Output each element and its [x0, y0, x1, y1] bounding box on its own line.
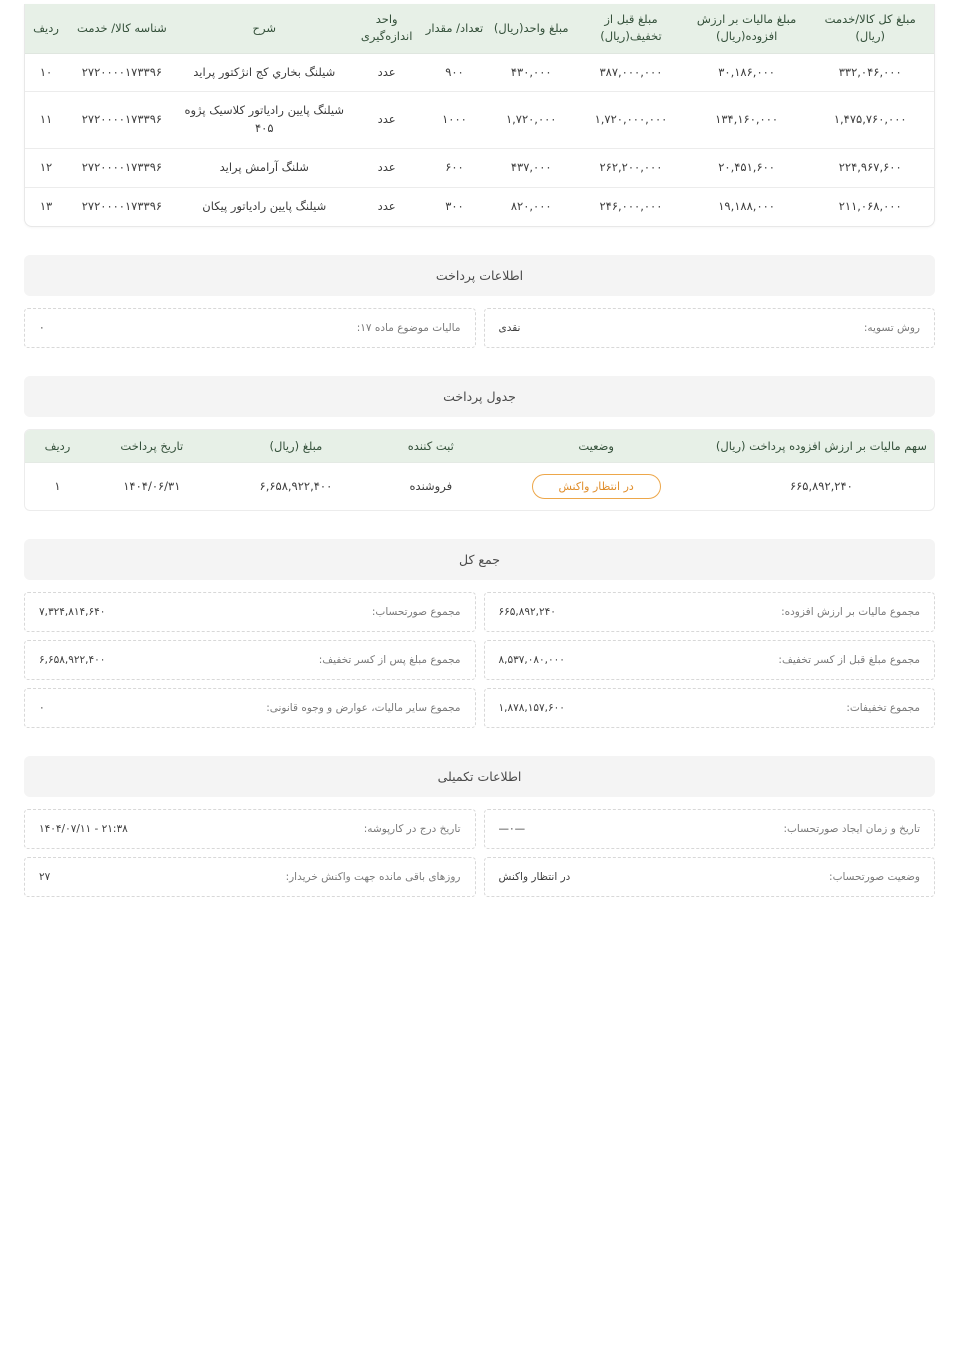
items-col-unit: واحد اندازه‌گیری [352, 4, 422, 53]
cell-goods-id: ۲۷۲۰۰۰۰۱۷۳۳۹۶ [67, 148, 177, 187]
cell-total: ۲۱۱,۰۶۸,۰۰۰ [806, 187, 934, 225]
cell-quantity: ۶۰۰ [422, 148, 488, 187]
items-col-unit-price: مبلغ واحد(ریال) [487, 4, 575, 53]
payment-col-radif: ردیف [25, 430, 90, 463]
invoice-status-value: در انتظار واکنش [498, 870, 571, 883]
items-col-goods-id: شناسه کالا/ خدمت [67, 4, 177, 53]
invoice-page [0, 4, 959, 897]
invoice-created-datetime-value: —۰— [498, 822, 526, 835]
extra-info-grid [24, 809, 935, 897]
cell-unit-price: ۸۲۰,۰۰۰ [487, 187, 575, 225]
table-row [25, 148, 934, 187]
items-col-quantity: تعداد/ مقدار [422, 4, 488, 53]
items-col-total: مبلغ کل کالا/خدمت (ریال) [806, 4, 934, 53]
total-vat-label: مجموع مالیات بر ارزش افزوده: [781, 605, 920, 618]
cell-goods-id: ۲۷۲۰۰۰۰۱۷۳۳۹۶ [67, 53, 177, 92]
items-col-description: شرح [177, 4, 352, 53]
cell-radif: ۱۲ [25, 148, 67, 187]
cell-registrar: فروشنده [378, 462, 484, 510]
items-col-radif: ردیف [25, 4, 67, 53]
cell-vat: ۲۰,۴۵۱,۶۰۰ [687, 148, 807, 187]
remaining-days-label: روزهای باقی مانده جهت واکنش خریدار: [285, 870, 461, 883]
payment-col-date: تاریخ پرداخت [90, 430, 214, 463]
total-invoice-label: مجموع صورتحساب: [371, 605, 461, 618]
items-col-before-discount: مبلغ قبل از تخفیف(ریال) [575, 4, 687, 53]
totals-grid [24, 592, 935, 728]
table-row [25, 187, 934, 225]
total-vat-value: ۶۶۵,۸۹۲,۲۴۰ [498, 605, 556, 618]
cell-before-discount: ۱,۷۲۰,۰۰۰,۰۰۰ [575, 92, 687, 149]
payment-info-section [24, 255, 935, 348]
totals-section [24, 539, 935, 728]
items-table-body [25, 53, 934, 226]
payment-table-container [24, 429, 935, 511]
article17-tax-field [24, 308, 476, 348]
total-after-discount-field [24, 640, 476, 680]
cell-total: ۲۲۴,۹۶۷,۶۰۰ [806, 148, 934, 187]
cell-description: شیلنگ پایین رادیاتور پیکان [177, 187, 352, 225]
payment-info-grid [24, 308, 935, 348]
cell-unit: عدد [352, 187, 422, 225]
invoice-created-datetime-field [484, 809, 936, 849]
cell-goods-id: ۲۷۲۰۰۰۰۱۷۳۳۹۶ [67, 92, 177, 149]
cell-unit: عدد [352, 92, 422, 149]
cell-description: شلنگ آرامش پراید [177, 148, 352, 187]
payment-table-title: جدول پرداخت [24, 376, 935, 417]
total-other-taxes-field [24, 688, 476, 728]
items-table [25, 4, 934, 226]
total-vat-field [484, 592, 936, 632]
remaining-days-value: ۲۷ [39, 870, 51, 883]
payment-table-head [25, 430, 934, 463]
total-discounts-value: ۱,۸۷۸,۱۵۷,۶۰۰ [498, 701, 565, 714]
article17-tax-label: مالیات موضوع ماده ۱۷: [356, 321, 461, 334]
cell-unit: عدد [352, 53, 422, 92]
cell-description: شیلنگ پایین رادیاتور کلاسیک پژوه ۴۰۵ [177, 92, 352, 149]
total-before-discount-value: ۸,۵۳۷,۰۸۰,۰۰۰ [498, 653, 565, 666]
cell-total: ۱,۴۷۵,۷۶۰,۰۰۰ [806, 92, 934, 149]
items-col-vat: مبلغ مالیات بر ارزش افزوده(ریال) [687, 4, 807, 53]
payment-table-section [24, 376, 935, 511]
settlement-method-field [484, 308, 936, 348]
cell-quantity: ۳۰۰ [422, 187, 488, 225]
total-before-discount-field [484, 640, 936, 680]
cell-description: شیلنگ بخاري کج انژکتور پراید [177, 53, 352, 92]
cell-total: ۳۳۲,۰۴۶,۰۰۰ [806, 53, 934, 92]
remaining-days-field [24, 857, 476, 897]
cell-vat: ۱۹,۱۸۸,۰۰۰ [687, 187, 807, 225]
cell-unit-price: ۴۳۰,۰۰۰ [487, 53, 575, 92]
karpoosheh-date-label: تاریخ درج در کارپوشه: [363, 822, 461, 835]
cell-before-discount: ۲۴۶,۰۰۰,۰۰۰ [575, 187, 687, 225]
settlement-method-label: روش تسویه: [863, 321, 920, 334]
total-before-discount-label: مجموع مبلغ قبل از کسر تخفیف: [778, 653, 920, 666]
items-table-container [24, 4, 935, 227]
cell-radif: ۱۱ [25, 92, 67, 149]
settlement-method-value: نقدی [498, 321, 521, 334]
items-table-head [25, 4, 934, 53]
cell-amount: ۶,۶۵۸,۹۲۲,۴۰۰ [214, 462, 378, 510]
cell-radif: ۱۳ [25, 187, 67, 225]
cell-before-discount: ۳۸۷,۰۰۰,۰۰۰ [575, 53, 687, 92]
cell-unit-price: ۱,۷۲۰,۰۰۰ [487, 92, 575, 149]
total-invoice-value: ۷,۳۲۴,۸۱۴,۶۴۰ [39, 605, 106, 618]
table-row [25, 92, 934, 149]
cell-before-discount: ۲۶۲,۲۰۰,۰۰۰ [575, 148, 687, 187]
extra-info-title: اطلاعات تکمیلی [24, 756, 935, 797]
cell-status [484, 462, 709, 510]
cell-quantity: ۹۰۰ [422, 53, 488, 92]
karpoosheh-date-field [24, 809, 476, 849]
items-header-row [25, 4, 934, 53]
total-other-taxes-label: مجموع سایر مالیات، عوارض و وجوه قانونی: [266, 701, 461, 714]
payment-col-amount: مبلغ (ریال) [214, 430, 378, 463]
extra-info-section [24, 756, 935, 897]
payment-col-status: وضعیت [484, 430, 709, 463]
karpoosheh-date-value: ۱۴۰۴/۰۷/۱۱ - ۲۱:۳۸ [39, 822, 128, 835]
cell-unit: عدد [352, 148, 422, 187]
status-badge[interactable]: در انتظار واکنش [532, 474, 661, 499]
payment-col-vat-share: سهم مالیات بر ارزش افزوده پرداخت (ریال) [709, 430, 934, 463]
cell-radif: ۱۰ [25, 53, 67, 92]
total-discounts-field [484, 688, 936, 728]
cell-goods-id: ۲۷۲۰۰۰۰۱۷۳۳۹۶ [67, 187, 177, 225]
total-other-taxes-value: ۰ [39, 701, 45, 714]
payment-col-registrar: ثبت کننده [378, 430, 484, 463]
article17-tax-value: ۰ [39, 321, 45, 334]
payment-header-row [25, 430, 934, 463]
cell-vat: ۳۰,۱۸۶,۰۰۰ [687, 53, 807, 92]
payment-table [25, 430, 934, 510]
cell-vat: ۱۳۴,۱۶۰,۰۰۰ [687, 92, 807, 149]
total-after-discount-label: مجموع مبلغ پس از کسر تخفیف: [318, 653, 461, 666]
cell-unit-price: ۴۳۷,۰۰۰ [487, 148, 575, 187]
payment-table-body [25, 462, 934, 510]
total-after-discount-value: ۶,۶۵۸,۹۲۲,۴۰۰ [39, 653, 106, 666]
table-row [25, 462, 934, 510]
cell-payment-date: ۱۴۰۴/۰۶/۳۱ [90, 462, 214, 510]
total-invoice-field [24, 592, 476, 632]
cell-vat-share: ۶۶۵,۸۹۲,۲۴۰ [709, 462, 934, 510]
payment-info-title: اطلاعات پرداخت [24, 255, 935, 296]
invoice-status-label: وضعیت صورتحساب: [829, 870, 920, 883]
cell-quantity: ۱۰۰۰ [422, 92, 488, 149]
totals-title: جمع کل [24, 539, 935, 580]
cell-radif: ۱ [25, 462, 90, 510]
table-row [25, 53, 934, 92]
invoice-created-datetime-label: تاریخ و زمان ایجاد صورتحساب: [783, 822, 920, 835]
total-discounts-label: مجموع تخفیفات: [846, 701, 920, 714]
invoice-status-field [484, 857, 936, 897]
